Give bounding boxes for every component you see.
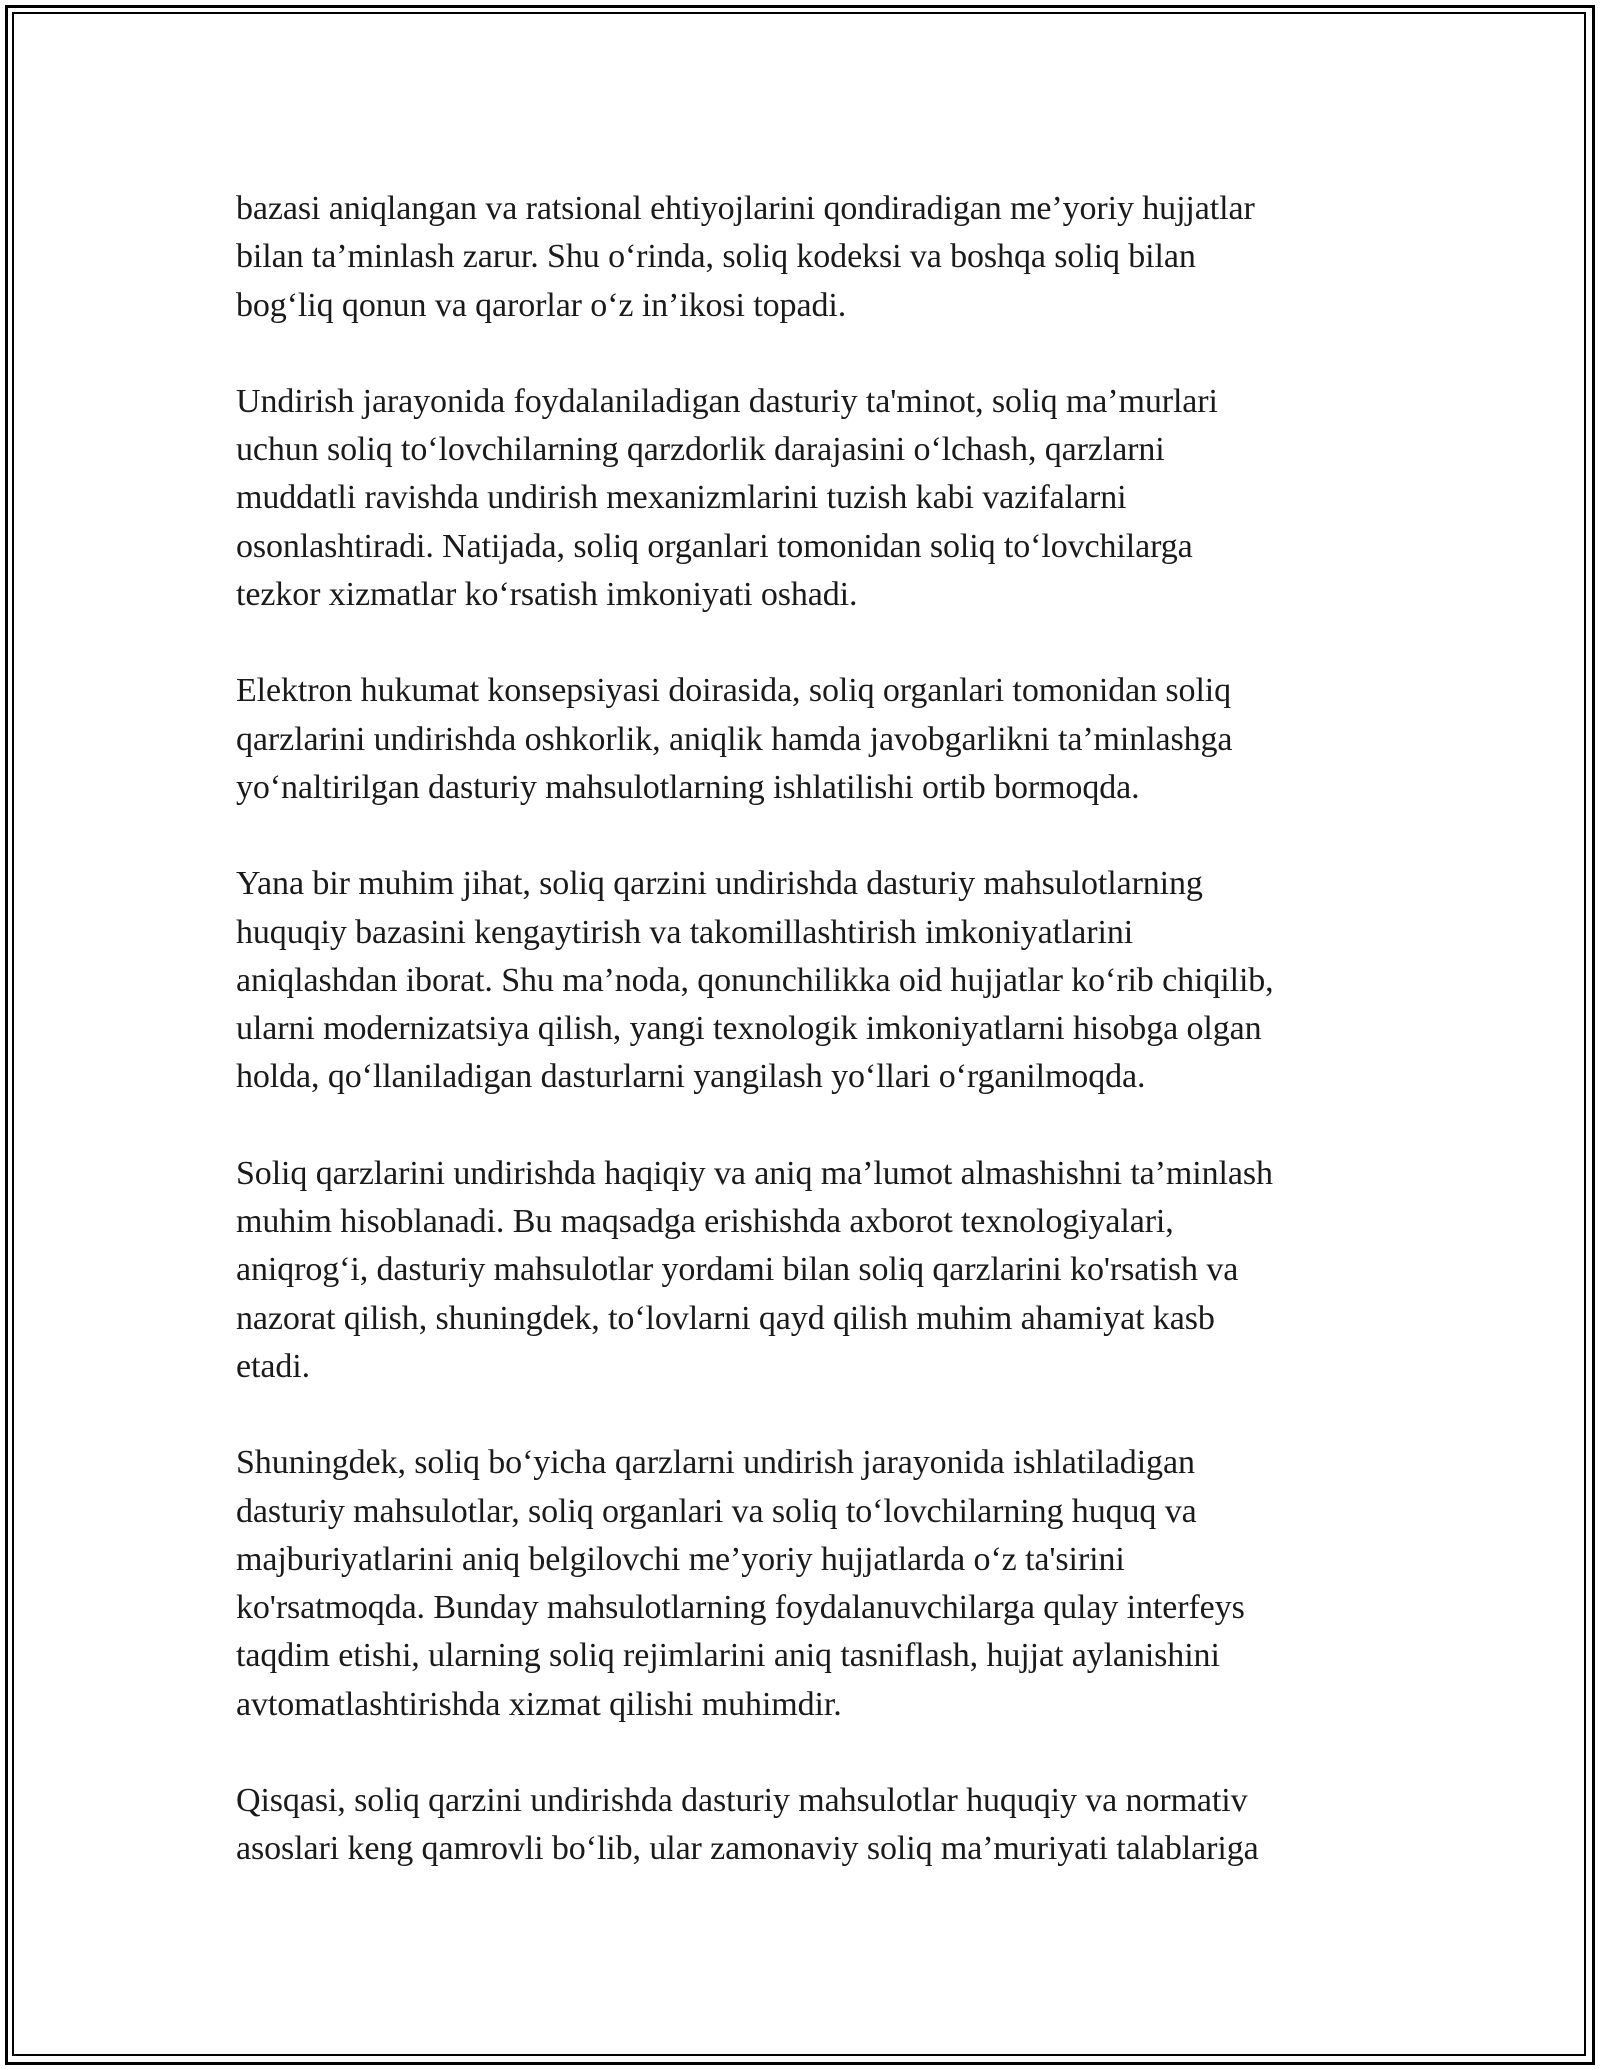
text-line: bilan ta’minlash zarur. Shu o‘rinda, soliq kodeksi va boshqa soliq bilan xyxy=(236,238,1196,276)
paragraph-2 xyxy=(236,378,1376,619)
text-line: majburiyatlarini aniq belgilovchi me’yoriy hujjatlarda o‘z ta'sirini xyxy=(236,1540,1125,1578)
text-line: nazorat qilish, shuningdek, to‘lovlarni qayd qilish muhim ahamiyat kasb xyxy=(236,1299,1215,1337)
text-line: yo‘naltirilgan dasturiy mahsulotlarning ishlatilishi ortib bormoqda. xyxy=(236,768,1140,806)
text-line: osonlashtiradi. Natijada, soliq organlari tomonidan soliq to‘lovchilarga xyxy=(236,527,1193,565)
text-line: bog‘liq qonun va qarorlar o‘z in’ikosi topadi. xyxy=(236,286,847,324)
text-line: taqdim etishi, ularning soliq rejimlarini aniq tasniflash, hujjat aylanishini xyxy=(236,1637,1220,1675)
text-line: aniqlashdan iborat. Shu ma’noda, qonunchilikka oid hujjatlar ko‘rib chiqilib, xyxy=(236,961,1274,999)
text-line: ko'rsatmoqda. Bunday mahsulotlarning foydalanuvchilarga qulay interfeys xyxy=(236,1589,1245,1627)
paragraph-1 xyxy=(236,185,1376,330)
text-line: asoslari keng qamrovli bo‘lib, ular zamonaviy soliq ma’muriyati talablariga xyxy=(236,1830,1259,1868)
paragraph-5 xyxy=(236,1150,1376,1391)
paragraph-3 xyxy=(236,667,1376,812)
text-line: avtomatlashtirishda xizmat qilishi muhimdir. xyxy=(236,1685,842,1723)
text-line: Yana bir muhim jihat, soliq qarzini undirishda dasturiy mahsulotlarning xyxy=(236,865,1203,903)
text-line: muddatli ravishda undirish mexanizmlarini tuzish kabi vazifalarni xyxy=(236,479,1127,517)
paragraph-4 xyxy=(236,860,1376,1101)
text-line: etadi. xyxy=(236,1347,310,1385)
paragraph-7 xyxy=(236,1777,1376,1874)
text-line: muhim hisoblanadi. Bu maqsadga erishishda axborot texnologiyalari, xyxy=(236,1203,1174,1241)
text-line: Shuningdek, soliq bo‘yicha qarzlarni undirish jarayonida ishlatiladigan xyxy=(236,1444,1195,1482)
text-line: ularni modernizatsiya qilish, yangi texnologik imkoniyatlarni hisobga olgan xyxy=(236,1010,1262,1048)
text-line: tezkor xizmatlar ko‘rsatish imkoniyati oshadi. xyxy=(236,576,858,614)
text-line: Soliq qarzlarini undirishda haqiqiy va aniq ma’lumot almashishni ta’minlash xyxy=(236,1154,1273,1192)
text-line: huquqiy bazasini kengaytirish va takomillashtirish imkoniyatlarini xyxy=(236,913,1134,951)
text-line: qarzlarini undirishda oshkorlik, aniqlik hamda javobgarlikni ta’minlashga xyxy=(236,720,1233,758)
text-line: uchun soliq to‘lovchilarning qarzdorlik darajasini o‘lchash, qarzlarni xyxy=(236,431,1165,469)
text-line: aniqrog‘i, dasturiy mahsulotlar yordami bilan soliq qarzlarini ko'rsatish va xyxy=(236,1251,1239,1289)
document-body xyxy=(236,185,1376,1922)
text-line: dasturiy mahsulotlar, soliq organlari va soliq to‘lovchilarning huquq va xyxy=(236,1492,1197,1530)
text-line: Elektron hukumat konsepsiyasi doirasida, soliq organlari tomonidan soliq xyxy=(236,672,1232,710)
text-line: bazasi aniqlangan va ratsional ehtiyojlarini qondiradigan me’yoriy hujjatlar xyxy=(236,190,1255,227)
text-line: holda, qo‘llaniladigan dasturlarni yangilash yo‘llari o‘rganilmoqda. xyxy=(236,1058,1146,1096)
text-line: Undirish jarayonida foydalaniladigan dasturiy ta'minot, soliq ma’murlari xyxy=(236,382,1218,420)
paragraph-6 xyxy=(236,1439,1376,1729)
text-line: Qisqasi, soliq qarzini undirishda dasturiy mahsulotlar huquqiy va normativ xyxy=(236,1782,1248,1820)
